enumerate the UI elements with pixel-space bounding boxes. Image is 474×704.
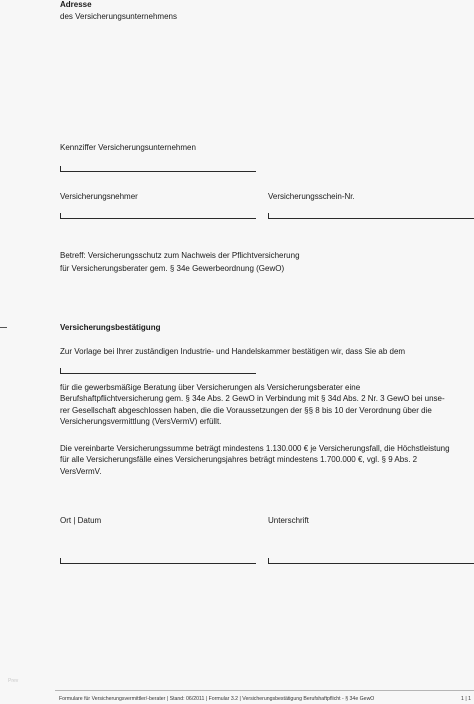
footer-divider <box>55 690 474 691</box>
watermark-text: Prev <box>8 678 19 684</box>
paragraph-line: Berufshaftpflichtversicherung gem. § 34e Abs. 2 GewO in Verbindung mit § 34d Abs. 2 Nr. 3 GewO bei unse- <box>60 394 445 404</box>
paragraph-line: Versicherungsvermittlung (VersVermV) erfüllt. <box>60 416 222 426</box>
unterschrift-label: Unterschrift <box>268 516 309 525</box>
versicherungsnehmer-label: Versicherungsnehmer <box>60 192 138 201</box>
footer-text: Formulare für Versicherungsvermittler/-berater | Stand: 06/2011 | Formular 3.2 | Versicherungsbestätigung Berufshaftpflicht - § 34e GewO <box>59 696 375 702</box>
ort-datum-field-line[interactable] <box>60 563 256 564</box>
versicherungsnehmer-field-line[interactable] <box>60 218 256 219</box>
bestaetigung-title: Versicherungsbestätigung <box>60 323 161 332</box>
unterschrift-field-line[interactable] <box>268 563 474 564</box>
kennziffer-label: Kennziffer Versicherungsunternehmen <box>60 143 196 152</box>
paragraph-line: Die vereinbarte Versicherungssumme beträgt mindestens 1.130.000 € je Versicherungsfall, die Höchstleistung <box>60 444 450 453</box>
paragraph-line: für alle Versicherungsfälle eines Versicherungsjahres beträgt mindestens 1.700.000 €, vgl. § 9 Abs. 2 <box>60 455 418 465</box>
ort-datum-label: Ort | Datum <box>60 516 102 525</box>
betreff-line-1: Betreff: Versicherungsschutz zum Nachweis der Pflichtversicherung <box>60 251 300 260</box>
date-field-line[interactable] <box>60 373 256 374</box>
address-subtitle: des Versicherungsunternehmens <box>60 12 177 21</box>
fold-mark <box>0 327 7 328</box>
paragraph-line: für die gewerbsmäßige Beratung über Versicherungen als Versicherungsberater eine <box>60 383 361 392</box>
kennziffer-field-line[interactable] <box>60 171 256 172</box>
page-number: 1 | 1 <box>461 696 472 702</box>
sum-paragraph <box>60 443 470 477</box>
paragraph-line: VersVermV. <box>60 466 102 476</box>
betreff-line-2: für Versicherungsberater gem. § 34e Gewerbeordnung (GewO) <box>60 264 285 273</box>
address-title: Adresse <box>60 0 92 9</box>
confirmation-paragraph <box>60 382 470 427</box>
versicherungsschein-label: Versicherungsschein-Nr. <box>268 192 355 201</box>
paragraph-line: rer Gesellschaft abgeschlossen haben, die die Voraussetzungen der §§ 8 bis 10 der Verordnung über die <box>60 405 432 415</box>
bestaetigung-intro: Zur Vorlage bei Ihrer zuständigen Industrie- und Handelskammer bestätigen wir, dass Sie ab dem <box>60 347 406 356</box>
versicherungsschein-field-line[interactable] <box>268 218 474 219</box>
